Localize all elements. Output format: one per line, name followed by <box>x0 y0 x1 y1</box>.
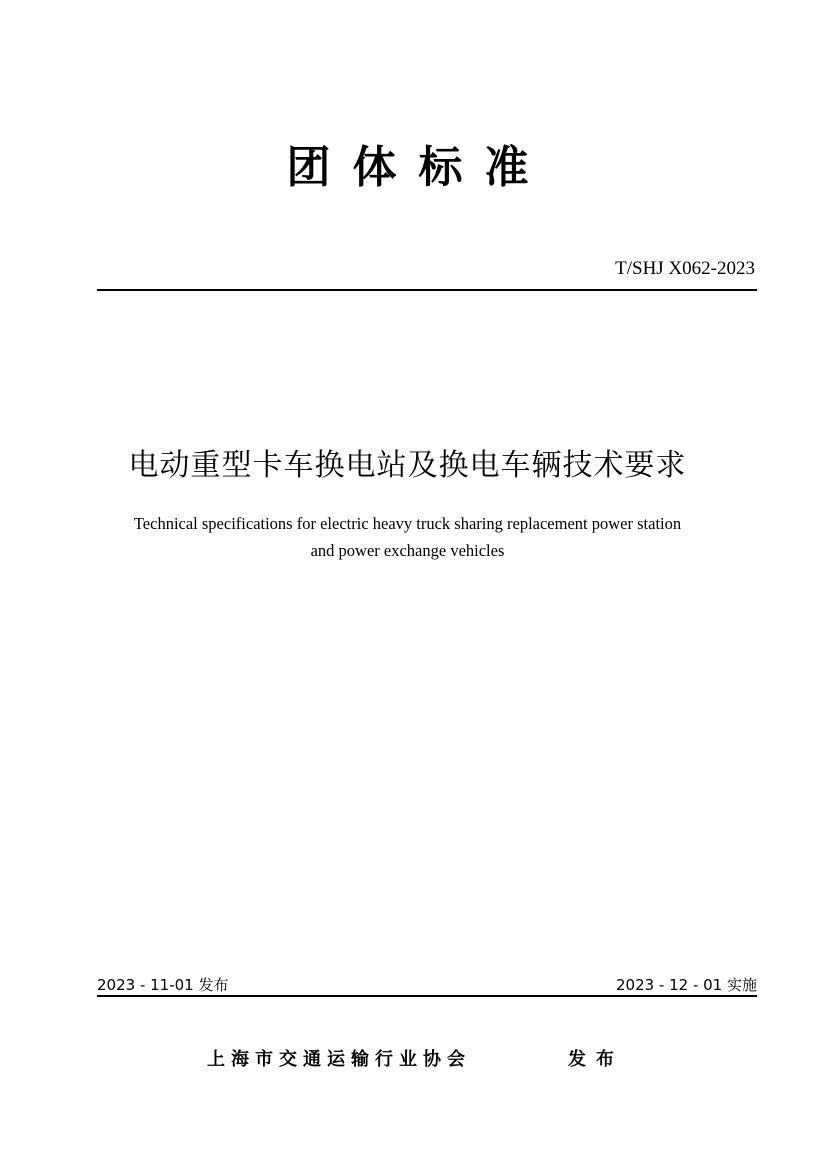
publish-label: 发布 <box>568 1049 624 1070</box>
english-title-line-2: and power exchange vehicles <box>310 541 505 560</box>
header-divider <box>97 289 757 291</box>
chinese-title: 电动重型卡车换电站及换电车辆技术要求 <box>128 448 687 483</box>
implementation-date: 2023 - 12 - 01 实施 <box>615 976 757 994</box>
standard-number: T/SHJ X062-2023 <box>615 258 755 279</box>
english-title-line-1: Technical specifications for electric heavy truck sharing replacement power station <box>133 514 682 533</box>
english-title <box>60 510 755 564</box>
footer-divider <box>97 995 757 997</box>
document-type-heading: 团体标准 <box>286 142 551 193</box>
issue-date: 2023 - 11-01 发布 <box>97 976 229 994</box>
publisher-name: 上海市交通运输行业协会 <box>207 1049 471 1070</box>
